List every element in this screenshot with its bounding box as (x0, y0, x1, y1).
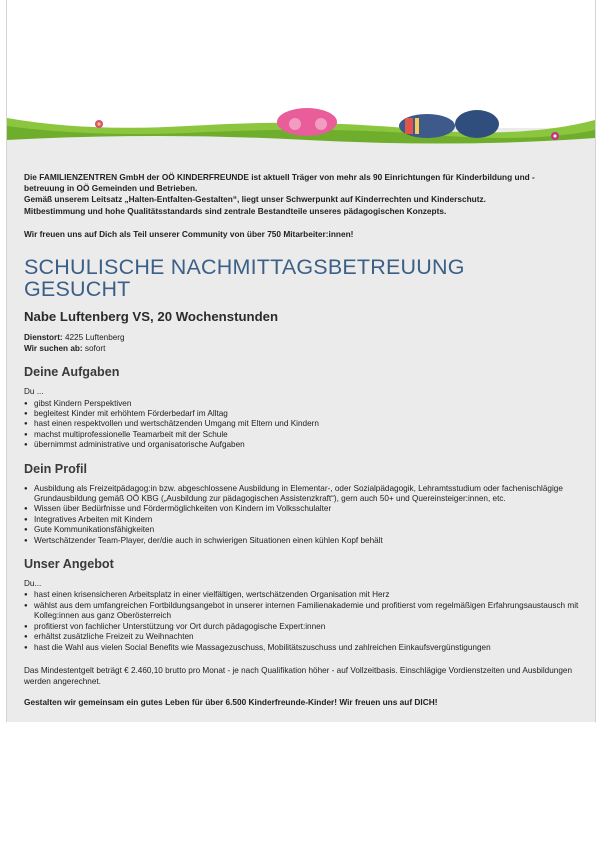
list-item: ● Ausbildung als Freizeitpädagog:in bzw. abgeschlossene Ausbildung in Elementar-, oder Sozialpädagogik, Lehramtsstudium oder fachenischlägige Grundausbildung gemäß OÖ KBG („Ausbildung zur pädagogischen Assistenzkraft“), gern auch 50+ und Quereinsteiger:innen, etc. (34, 484, 580, 505)
flower-icon (95, 120, 103, 128)
list-item: ● profitierst von fachlicher Unterstützung vor Ort durch pädagogische Expert:innen (34, 622, 580, 632)
tasks-list (24, 399, 580, 451)
intro-section (24, 172, 580, 240)
start-row (24, 344, 580, 355)
position-subtitle: Nabe Luftenberg VS, 20 Wochenstunden (24, 309, 279, 325)
list-item: ● hast die Wahl aus vielen Social Benefits wie Massagezuschuss, Mobilitätszuschuss und zahlreichen Einkaufsvergünstigungen (34, 643, 580, 653)
list-item: ● Integratives Arbeiten mit Kindern (34, 515, 580, 525)
start-value: sofort (84, 343, 106, 353)
job-meta (24, 333, 580, 354)
list-item: ● begleitest Kinder mit erhöhtem Förderbedarf im Alltag (34, 409, 580, 419)
page-title-line: SCHULISCHE NACHMITTAGSBETREUUNG (24, 255, 465, 280)
profile-list (24, 484, 580, 546)
tasks-lead: Du ... (24, 387, 44, 397)
salary-text: Das Mindestentgelt beträgt € 2.460,10 brutto pro Monat - je nach Qualifikation höher - auf Vollzeitbasis. Einschlägige Vordienstzeiten und Ausbildungen werden angerechnet. (24, 665, 572, 686)
location-value: 4225 Luftenberg (64, 333, 125, 343)
list-item: ● Gute Kommunikationsfähigkeiten (34, 525, 580, 535)
header-illustration (7, 0, 595, 150)
intro-text: Mitbestimmung und hohe Qualitätsstandards sind zentrale Bestandteile unseres pädagogischen Konzepts. (24, 205, 447, 216)
offer-list (24, 590, 580, 652)
list-item: ● wählst aus dem umfangreichen Fortbildungsangebot in unserer internen Familienakademie und profitierst vom regelmäßigen Erfahrungsaustausch mit Kolleg:innen aus ganz Oberösterreich (34, 601, 580, 622)
closing-call-to-action: Gestalten wir gemeinsam ein gutes Leben für über 6.500 Kinderfreunde-Kinder! Wir freuen uns auf DICH! (24, 697, 438, 708)
page-title-line: GESUCHT (24, 277, 131, 302)
tasks-heading: Deine Aufgaben (24, 365, 120, 380)
list-item: ● machst multiprofessionelle Teamarbeit mit der Schule (34, 430, 580, 440)
offer-lead: Du... (24, 579, 42, 589)
list-item: ● übernimmst administrative und organisatorische Aufgaben (34, 440, 580, 450)
list-item: ● erhältst zusätzliche Freizeit zu Weihnachten (34, 632, 580, 642)
list-item: ● Wertschätzender Team-Player, der/die auch in schwierigen Situationen einen kühlen Kopf behält (34, 536, 580, 546)
page-title (24, 256, 580, 300)
list-item: ● gibst Kindern Perspektiven (34, 399, 580, 409)
flower-icon (551, 132, 559, 140)
offer-heading: Unser Angebot (24, 557, 114, 572)
location-row (24, 333, 580, 344)
profile-heading: Dein Profil (24, 461, 87, 476)
list-item: ● Wissen über Bedürfnisse und Fördermöglichkeiten von Kindern im Volksschulalter (34, 504, 580, 514)
start-label: Wir suchen ab: (24, 343, 83, 353)
list-item: ● hast einen krisensicheren Arbeitsplatz in einer vielfältigen, wertschätzenden Organisation mit Herz (34, 590, 580, 600)
location-label: Dienstort: (24, 333, 63, 343)
character-figure (277, 108, 337, 136)
list-item: ● hast einen respektvollen und wertschätzenden Umgang mit Eltern und Kindern (34, 419, 580, 429)
intro-text: betreuung in OÖ Gemeinden und Betrieben. (24, 183, 198, 194)
intro-text: Die FAMILIENZENTREN GmbH der OÖ KINDERFREUNDE ist aktuell Träger von mehr als 90 Einrichtungen für Kinderbildung und - (24, 172, 535, 182)
job-ad-content (24, 172, 580, 715)
intro-text: Gemäß unserem Leitsatz „Halten-Entfalten-Gestalten“, liegt unser Schwerpunkt auf Kinderrechten und Kinderschutz. (24, 194, 486, 205)
job-ad-page (6, 0, 596, 722)
community-text: Wir freuen uns auf Dich als Teil unserer Community von über 750 Mitarbeiter:innen! (24, 228, 354, 239)
